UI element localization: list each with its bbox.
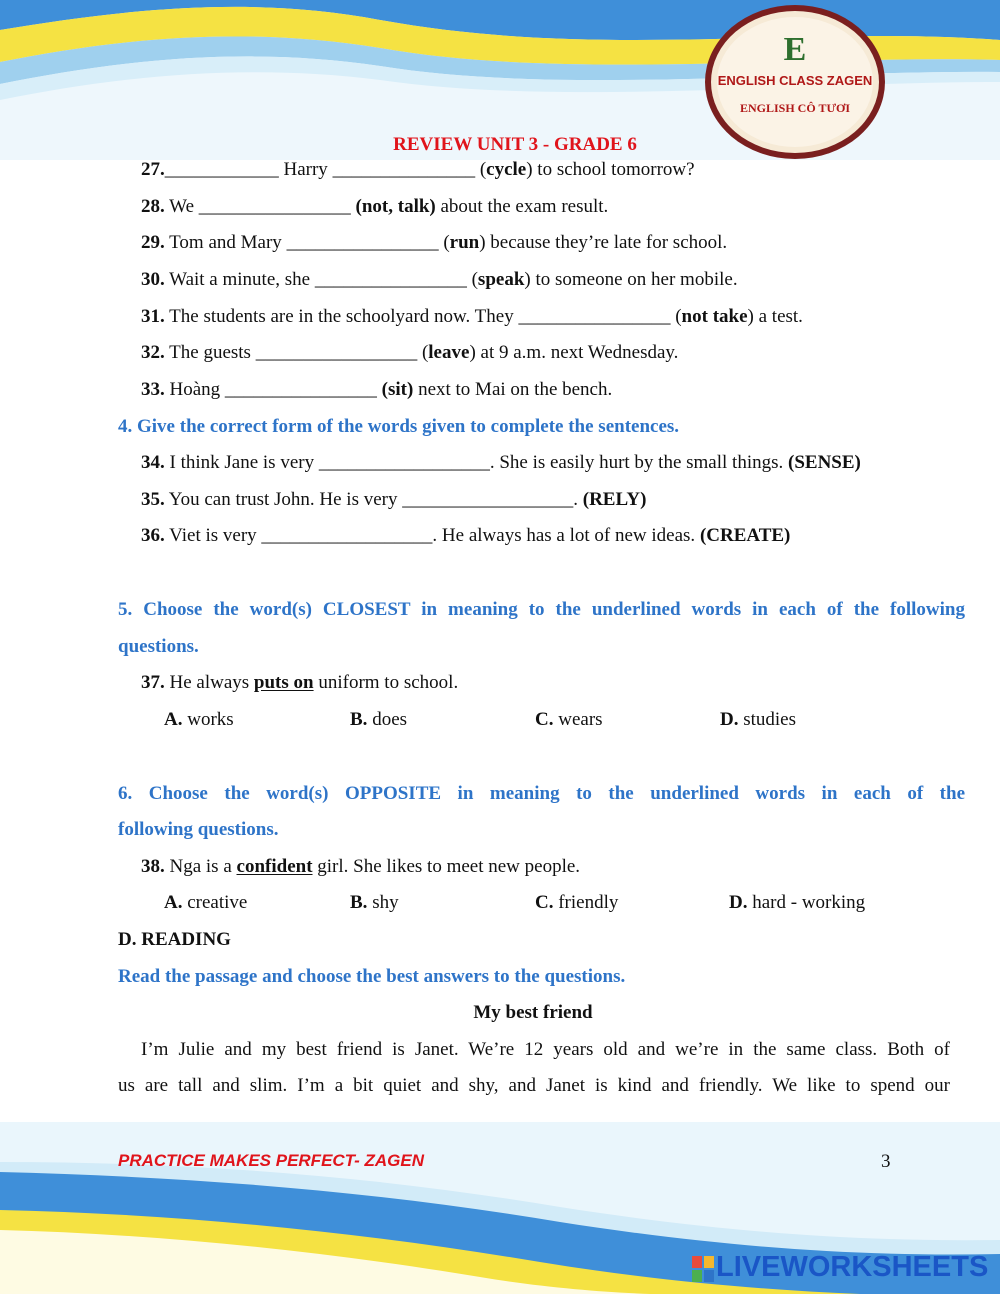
question-28: 28. We ________________ (not, talk) about the exam result. xyxy=(141,196,609,217)
passage-line-1: I’m Julie and my best friend is Janet. We’re 12 years old and we’re in the same class. Both of xyxy=(141,1039,950,1060)
section-6-heading-cont: following questions. xyxy=(118,819,279,840)
option-37-a[interactable]: A. works xyxy=(164,709,234,730)
reading-instruction: Read the passage and choose the best answers to the questions. xyxy=(118,966,626,987)
option-38-d[interactable]: D. hard - working xyxy=(729,892,866,913)
option-38-c[interactable]: C. friendly xyxy=(535,892,619,913)
section-6-heading: 6. Choose the word(s) OPPOSITE in meaning to the underlined words in each of the xyxy=(118,783,965,804)
option-37-d[interactable]: D. studies xyxy=(720,709,797,730)
question-34: 34. I think Jane is very __________________. She is easily hurt by the small things. (SENSE) xyxy=(141,452,861,473)
question-31: 31. The students are in the schoolyard now. They ________________ (not take) a test. xyxy=(141,306,803,327)
question-29: 29. Tom and Mary ________________ (run) because they’re late for school. xyxy=(141,232,728,253)
question-35: 35. You can trust John. He is very __________________. (RELY) xyxy=(141,489,647,510)
question-27: 27.____________ Harry _______________ (cycle) to school tomorrow? xyxy=(141,159,695,180)
passage-line-2: us are tall and slim. I’m a bit quiet and shy, and Janet is kind and friendly. We like to spend our xyxy=(118,1075,950,1096)
option-38-a[interactable]: A. creative xyxy=(164,892,248,913)
question-38: 38. Nga is a confident girl. She likes to meet new people. xyxy=(141,856,581,877)
section-5-heading: 5. Choose the word(s) CLOSEST in meaning to the underlined words in each of the following xyxy=(118,599,965,620)
question-32: 32. The guests _________________ (leave) at 9 a.m. next Wednesday. xyxy=(141,342,679,363)
option-37-b[interactable]: B. does xyxy=(350,709,408,730)
option-37-c[interactable]: C. wears xyxy=(535,709,603,730)
section-4-heading: 4. Give the correct form of the words given to complete the sentences. xyxy=(118,416,680,437)
page-number: 3 xyxy=(881,1151,891,1172)
question-30: 30. Wait a minute, she ________________ (speak) to someone on her mobile. xyxy=(141,269,738,290)
section-5-heading-cont: questions. xyxy=(118,636,199,657)
passage-title: My best friend xyxy=(473,1002,593,1023)
liveworksheets-logo-icon xyxy=(692,1256,714,1282)
page-title: REVIEW UNIT 3 - GRADE 6 xyxy=(393,134,637,155)
question-36: 36. Viet is very __________________. He always has a lot of new ideas. (CREATE) xyxy=(141,525,791,546)
option-38-b[interactable]: B. shy xyxy=(350,892,399,913)
reading-heading: D. READING xyxy=(118,929,231,950)
svg-text:E: E xyxy=(783,31,807,68)
question-37: 37. He always puts on uniform to school. xyxy=(141,672,459,693)
svg-text:ENGLISH CLASS ZAGEN: ENGLISH CLASS ZAGEN xyxy=(717,73,873,88)
footer-motto: PRACTICE MAKES PERFECT- ZAGEN xyxy=(118,1151,425,1170)
question-33: 33. Hoàng ________________ (sit) next to Mai on the bench. xyxy=(141,379,613,400)
liveworksheets-brand[interactable]: LIVEWORKSHEETS xyxy=(716,1251,989,1283)
svg-text:ENGLISH CÔ TƯƠI: ENGLISH CÔ TƯƠI xyxy=(739,101,851,115)
